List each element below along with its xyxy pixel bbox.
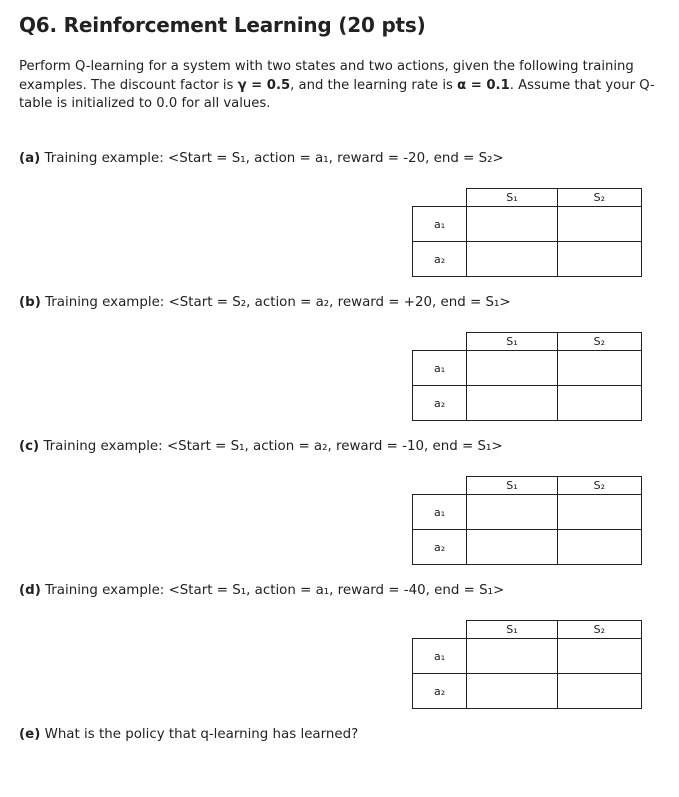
q-cell-a2-s1[interactable] xyxy=(467,242,557,277)
q-cell-a1-s1[interactable] xyxy=(467,351,557,386)
learning-rate: α = 0.1 xyxy=(457,77,510,93)
q-cell-a1-s2[interactable] xyxy=(557,207,641,242)
part-a-prompt xyxy=(19,151,504,166)
header-s1: S₁ xyxy=(467,189,557,207)
q-cell-a2-s2[interactable] xyxy=(557,674,641,709)
q-cell-a2-s1[interactable] xyxy=(467,674,557,709)
q-table-c xyxy=(412,476,642,565)
part-b-label: (b) xyxy=(19,295,41,310)
part-d-label: (d) xyxy=(19,583,41,598)
q-table-corner xyxy=(413,333,467,351)
header-s1: S₁ xyxy=(467,621,557,639)
q-cell-a1-s2[interactable] xyxy=(557,495,641,530)
problem-description xyxy=(19,58,659,114)
row-label-a1: a₁ xyxy=(413,495,467,530)
q-cell-a1-s1[interactable] xyxy=(467,639,557,674)
part-c-text: Training example: <Start = S₁, action = a₂, reward = -10, end = S₁> xyxy=(39,439,503,454)
discount-factor: γ = 0.5 xyxy=(237,77,291,93)
question-title: Q6. Reinforcement Learning (20 pts) xyxy=(19,13,426,37)
intro-text-3: . Assume that your Q-table is initialized to 0.0 for all values. xyxy=(19,77,655,111)
q-cell-a2-s2[interactable] xyxy=(557,386,641,421)
header-s1: S₁ xyxy=(467,333,557,351)
q-table-b xyxy=(412,332,642,421)
intro-text-2: , and the learning rate is xyxy=(290,77,458,93)
header-s2: S₂ xyxy=(557,621,641,639)
q-table-d xyxy=(412,620,642,709)
part-d-prompt xyxy=(19,583,504,598)
part-d-text: Training example: <Start = S₁, action = a₁, reward = -40, end = S₁> xyxy=(40,583,505,598)
q-cell-a2-s2[interactable] xyxy=(557,242,641,277)
intro-text-1: Perform Q-learning for a system with two states and two actions, given the following training examples. The discount factor is xyxy=(19,59,634,93)
row-label-a1: a₁ xyxy=(413,639,467,674)
part-b-text: Training example: <Start = S₂, action = a₂, reward = +20, end = S₁> xyxy=(40,295,511,310)
row-label-a2: a₂ xyxy=(413,386,467,421)
part-c-label: (c) xyxy=(19,439,40,454)
row-label-a2: a₂ xyxy=(413,674,467,709)
part-a-text: Training example: <Start = S₁, action = a₁, reward = -20, end = S₂> xyxy=(40,151,504,166)
part-b-prompt xyxy=(19,295,511,310)
part-c-prompt xyxy=(19,439,503,454)
row-label-a1: a₁ xyxy=(413,207,467,242)
row-label-a1: a₁ xyxy=(413,351,467,386)
q-table-corner xyxy=(413,621,467,639)
q-cell-a2-s1[interactable] xyxy=(467,386,557,421)
row-label-a2: a₂ xyxy=(413,242,467,277)
q-cell-a1-s1[interactable] xyxy=(467,207,557,242)
q-table-corner xyxy=(413,189,467,207)
header-s1: S₁ xyxy=(467,477,557,495)
header-s2: S₂ xyxy=(557,333,641,351)
q-cell-a1-s1[interactable] xyxy=(467,495,557,530)
q-cell-a1-s2[interactable] xyxy=(557,351,641,386)
q-cell-a2-s2[interactable] xyxy=(557,530,641,565)
q-table-a xyxy=(412,188,642,277)
q-table-corner xyxy=(413,477,467,495)
part-e-prompt xyxy=(19,727,358,742)
q-cell-a2-s1[interactable] xyxy=(467,530,557,565)
row-label-a2: a₂ xyxy=(413,530,467,565)
header-s2: S₂ xyxy=(557,189,641,207)
header-s2: S₂ xyxy=(557,477,641,495)
part-a-label: (a) xyxy=(19,151,41,166)
part-e-text: What is the policy that q-learning has learned? xyxy=(40,727,359,742)
q-cell-a1-s2[interactable] xyxy=(557,639,641,674)
part-e-label: (e) xyxy=(19,727,41,742)
